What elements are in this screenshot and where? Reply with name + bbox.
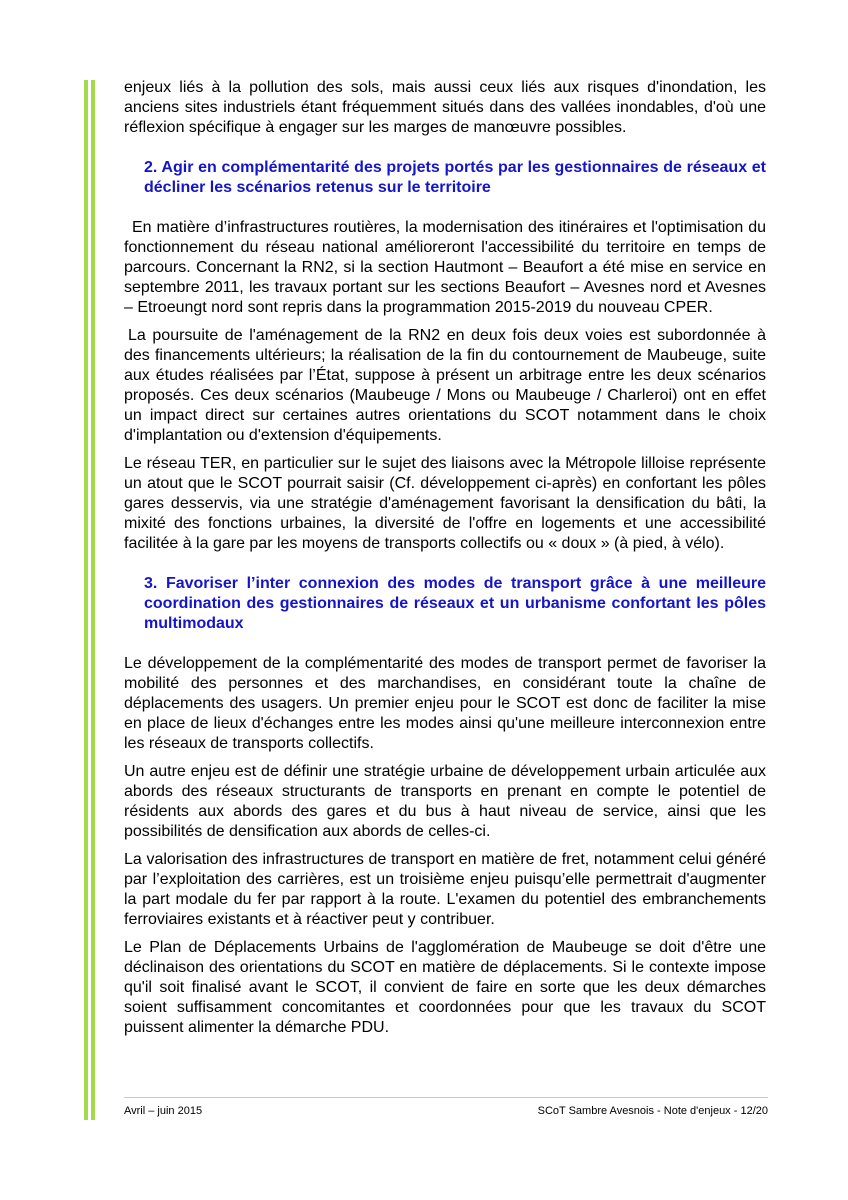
section-3-paragraph-2: Un autre enjeu est de définir une stratégie urbaine de développement urbain articulée aux abords des réseaux structurants de transports en prenant en compte le potentiel de résidents aux abords des gares et du bus à haut niveau de service, ainsi que les possibilités de densification aux abords de celles-ci. (124, 763, 766, 840)
section-2-heading: 2. Agir en complémentarité des projets portés par les gestionnaires de réseaux et décliner les scénarios retenus sur le territoire (144, 159, 766, 196)
intro-paragraph: enjeux liés à la pollution des sols, mais aussi ceux liés aux risques d'inondation, les anciens sites industriels étant fréquemment situés dans des vallées inondables, d'où une réflexion spécifique à engager sur les marges de manœuvre possibles. (124, 79, 766, 136)
section-3-paragraph-3: La valorisation des infrastructures de transport en matière de fret, notamment celui généré par l’exploitation des carrières, est un troisième enjeu puisqu’elle permettrait d'augmenter la part modale du fer par rapport à la route. L'examen du potentiel des embranchements ferroviaires existants et à réactiver peut y contribuer. (124, 851, 766, 928)
footer-divider (124, 1097, 768, 1098)
section-3-heading: 3. Favoriser l’inter connexion des modes de transport grâce à une meilleure coordination des gestionnaires de réseaux et un urbanisme confortant les pôles multimodaux (144, 575, 766, 632)
section-2-paragraph-1: En matière d’infrastructures routières, la modernisation des itinéraires et l'optimisation du fonctionnement du réseau national amélioreront l'accessibilité du territoire en temps de parcours. Concernant la RN2, si la section Hautmont – Beaufort a été mise en service en septembre 2011, les travaux portant sur les sections Beaufort – Avesnes nord et Avesnes – Etroeungt nord sont repris dans la programmation 2015-2019 du nouveau CPER. (124, 219, 766, 316)
section-2-paragraph-3: Le réseau TER, en particulier sur le sujet des liaisons avec la Métropole lilloise représente un atout que le SCOT pourrait saisir (Cf. développement ci-après) en confortant les pôles gares desservis, via une stratégie d'aménagement favorisant la densification du bâti, la mixité des fonctions urbaines, la diversité de l'offre en logements et une accessibilité facilitée à la gare par les moyens de transports collectifs ou « doux » (à pied, à vélo). (124, 455, 766, 552)
footer-date: Avril – juin 2015 (124, 1105, 203, 1117)
page-content (124, 78, 766, 1046)
margin-accent-bar-inner (91, 80, 95, 1120)
footer-document-page: SCoT Sambre Avesnois - Note d'enjeux - 12/20 (537, 1105, 768, 1117)
section-2-paragraph-2: La poursuite de l'aménagement de la RN2 en deux fois deux voies est subordonnée à des financements ultérieurs; la réalisation de la fin du contournement de Maubeuge, suite aux études réalisées par l’État, suppose à présent un arbitrage entre les deux scénarios proposés. Ces deux scénarios (Maubeuge / Mons ou Maubeuge / Charleroi) ont en effet un impact direct sur certaines autres orientations du SCOT notamment dans le choix d'implantation ou d'extension d'équipements. (124, 327, 766, 444)
section-3-paragraph-1: Le développement de la complémentarité des modes de transport permet de favoriser la mobilité des personnes et des marchandises, en considérant toute la chaîne de déplacements des usagers. Un premier enjeu pour le SCOT est donc de faciliter la mise en place de lieux d'échanges entre les modes ainsi qu'une meilleure interconnexion entre les réseaux de transports collectifs. (124, 655, 766, 752)
section-3-paragraph-4: Le Plan de Déplacements Urbains de l'agglomération de Maubeuge se doit d'être une déclinaison des orientations du SCOT en matière de déplacements. Si le contexte impose qu'il soit finalisé avant le SCOT, il convient de faire en sorte que les deux démarches soient suffisamment concomitantes et coordonnées pour que les travaux du SCOT puissent alimenter la démarche PDU. (124, 939, 766, 1036)
margin-accent-bar-outer (84, 80, 88, 1120)
